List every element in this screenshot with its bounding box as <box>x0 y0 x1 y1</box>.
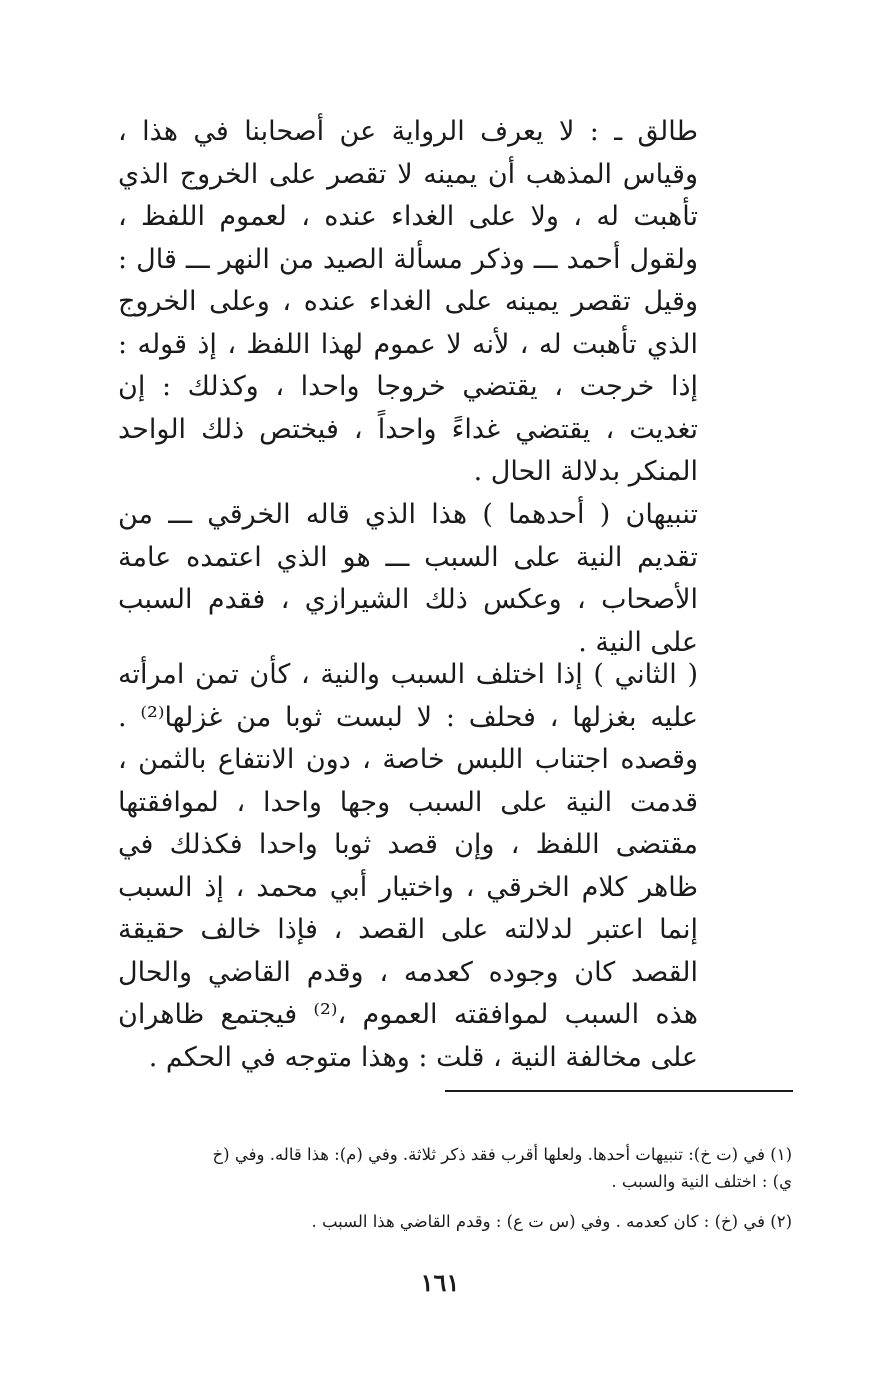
footnote-1-line-2: ي) : اختلف النية والسبب . <box>611 1172 792 1191</box>
footnote-1 <box>112 1141 792 1195</box>
paragraph-2: تنبيهان ( أحدهما ) هذا الذي قاله الخرقي ـــ من تقديم النية على السبب ـــ هو الذي اعتمده عامة الأصحاب ، وعكس ذلك الشيرازي ، فقدم السبب على النية . <box>118 499 698 658</box>
page-number: ١٦١ <box>420 1268 460 1297</box>
paragraph-1: طالق ـ : لا يعرف الرواية عن أصحابنا في هذا ، وقياس المذهب أن يمينه لا تقصر على الخروج الذي تأهبت له ، ولا على الغداء عنده ، لعموم اللفظ ، ولقول أحمد ـــ وذكر مسألة الصيد من النهر ـــ قال : وقيل تقصر يمينه على الغداء عنده ، وعلى الخروج الذي تأهبت له ، لأنه لا عموم لهذا اللفظ ، إذ قوله : إذا خرجت ، يقتضي خروجا واحدا ، وكذلك : إن تغديت ، يقتضي غداءً واحداً ، فيختص ذلك الواحد المنكر بدلالة الحال . <box>118 116 698 487</box>
paragraph-3: ( الثاني ) إذا اختلف السبب والنية ، كأن تمن امرأته عليه بغزلها ، فحلف : لا لبست ثوبا من غزلها⁽²⁾ . وقصده اجتناب اللبس خاصة ، دون الانتفاع بالثمن ، قدمت النية على السبب وجها واحدا ، لموافقتها مقتضى اللفظ ، وإن قصد ثوبا واحدا فكذلك في ظاهر كلام الخرقي ، واختيار أبي محمد ، إذ السبب إنما اعتبر لدلالته على القصد ، فإذا خالف حقيقة القصد كان وجوده كعدمه ، وقدم القاضي والحال هذه السبب لموافقته العموم ،⁽²⁾ فيجتمع ظاهران على مخالفة النية ، قلت : وهذا متوجه في الحكم . <box>118 659 698 1073</box>
footnote-separator <box>445 1090 793 1092</box>
footnote-1-line-1: (١) في (ت خ): تنبيهات أحدها. ولعلها أقرب فقد ذكر ثلاثة. وفي (م): هذا قاله. وفي (خ <box>212 1145 792 1164</box>
footnote-2: (٢) في (خ) : كان كعدمه . وفي (س ت ع) : وقدم القاضي هذا السبب . <box>311 1212 792 1231</box>
